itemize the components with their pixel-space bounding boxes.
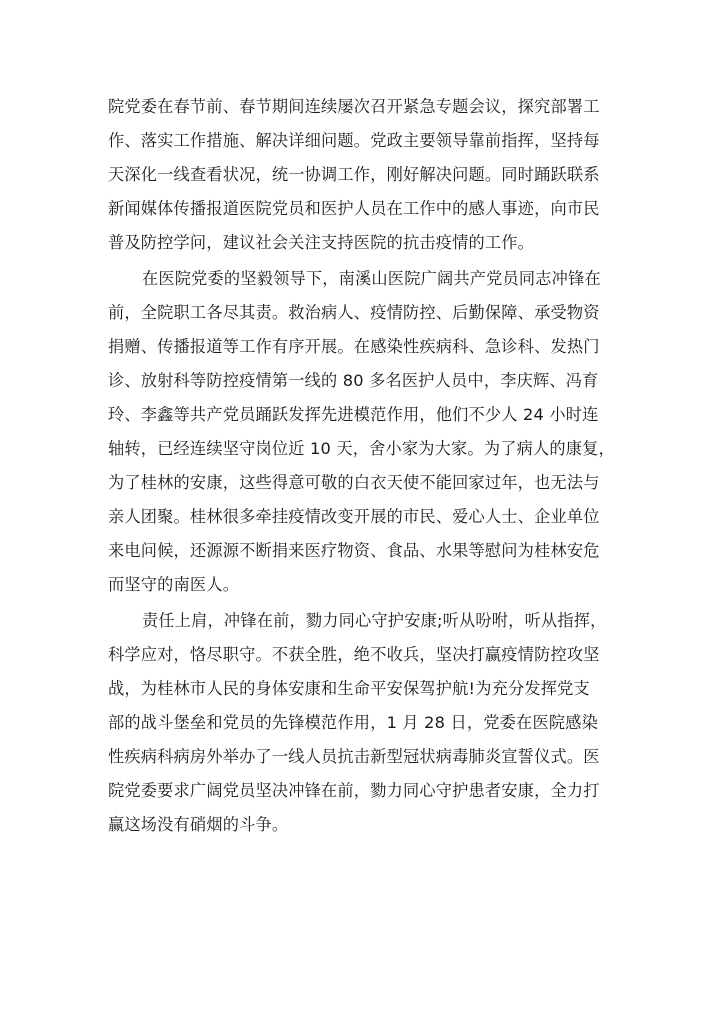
text-line: 轴转，已经连续坚守岗位近 10 天，舍小家为大家。为了病人的康复，	[108, 439, 615, 458]
text-line: 作、落实工作措施、解决详细问题。党政主要领导靠前指挥，坚持每	[108, 131, 600, 150]
text-line: 为了桂林的安康，这些得意可敬的白衣天使不能回家过年，也无法与	[108, 473, 600, 492]
text-line: 天深化一线查看状况，统一协调工作，刚好解决问题。同时踊跃联系	[108, 165, 600, 184]
text-line: 来电问候，还源源不断捐来医疗物资、食品、水果等慰问为桂林安危	[108, 541, 600, 560]
document-body	[108, 90, 618, 842]
text-line: 战，为桂林市人民的身体安康和生命平安保驾护航!为充分发挥党支	[108, 679, 590, 698]
text-line: 责任上肩，冲锋在前，勠力同心守护安康;听从吩咐，听从指挥，	[142, 611, 607, 630]
text-line: 亲人团聚。桂林很多牵挂疫情改变开展的市民、爱心人士、企业单位	[108, 507, 600, 526]
paragraph-3	[108, 604, 618, 842]
text-line: 院党委在春节前、春节期间连续屡次召开紧急专题会议，探究部署工	[108, 97, 600, 116]
text-line: 性疾病科病房外举办了一线人员抗击新型冠状病毒肺炎宣誓仪式。医	[108, 747, 600, 766]
text-line: 院党委要求广阔党员坚决冲锋在前，勠力同心守护患者安康，全力打	[108, 781, 600, 800]
text-line: 在医院党委的坚毅领导下，南溪山医院广阔共产党员同志冲锋在	[142, 269, 601, 288]
text-line: 新闻媒体传播报道医院党员和医护人员在工作中的感人事迹，向市民	[108, 199, 600, 218]
text-line: 前，全院职工各尽其责。救治病人、疫情防控、后勤保障、承受物资	[108, 303, 600, 322]
text-line: 普及防控学问，建议社会关注支持医院的抗击疫情的工作。	[108, 233, 535, 252]
text-line: 捐赠、传播报道等工作有序开展。在感染性疾病科、急诊科、发热门	[108, 337, 600, 356]
paragraph-1	[108, 90, 618, 260]
text-line: 科学应对，恪尽职守。不获全胜，绝不收兵，坚决打赢疫情防控攻坚	[108, 645, 600, 664]
text-line: 赢这场没有硝烟的斗争。	[108, 815, 289, 834]
text-line: 玲、李鑫等共产党员踊跃发挥先进模范作用，他们不少人 24 小时连	[108, 405, 599, 424]
text-line: 诊、放射科等防控疫情第一线的 80 多名医护人员中，李庆辉、冯育	[108, 371, 599, 390]
text-line: 而坚守的南医人。	[108, 575, 240, 594]
paragraph-2	[108, 262, 618, 602]
text-line: 部的战斗堡垒和党员的先锋模范作用，1 月 28 日，党委在医院感染	[108, 713, 598, 732]
